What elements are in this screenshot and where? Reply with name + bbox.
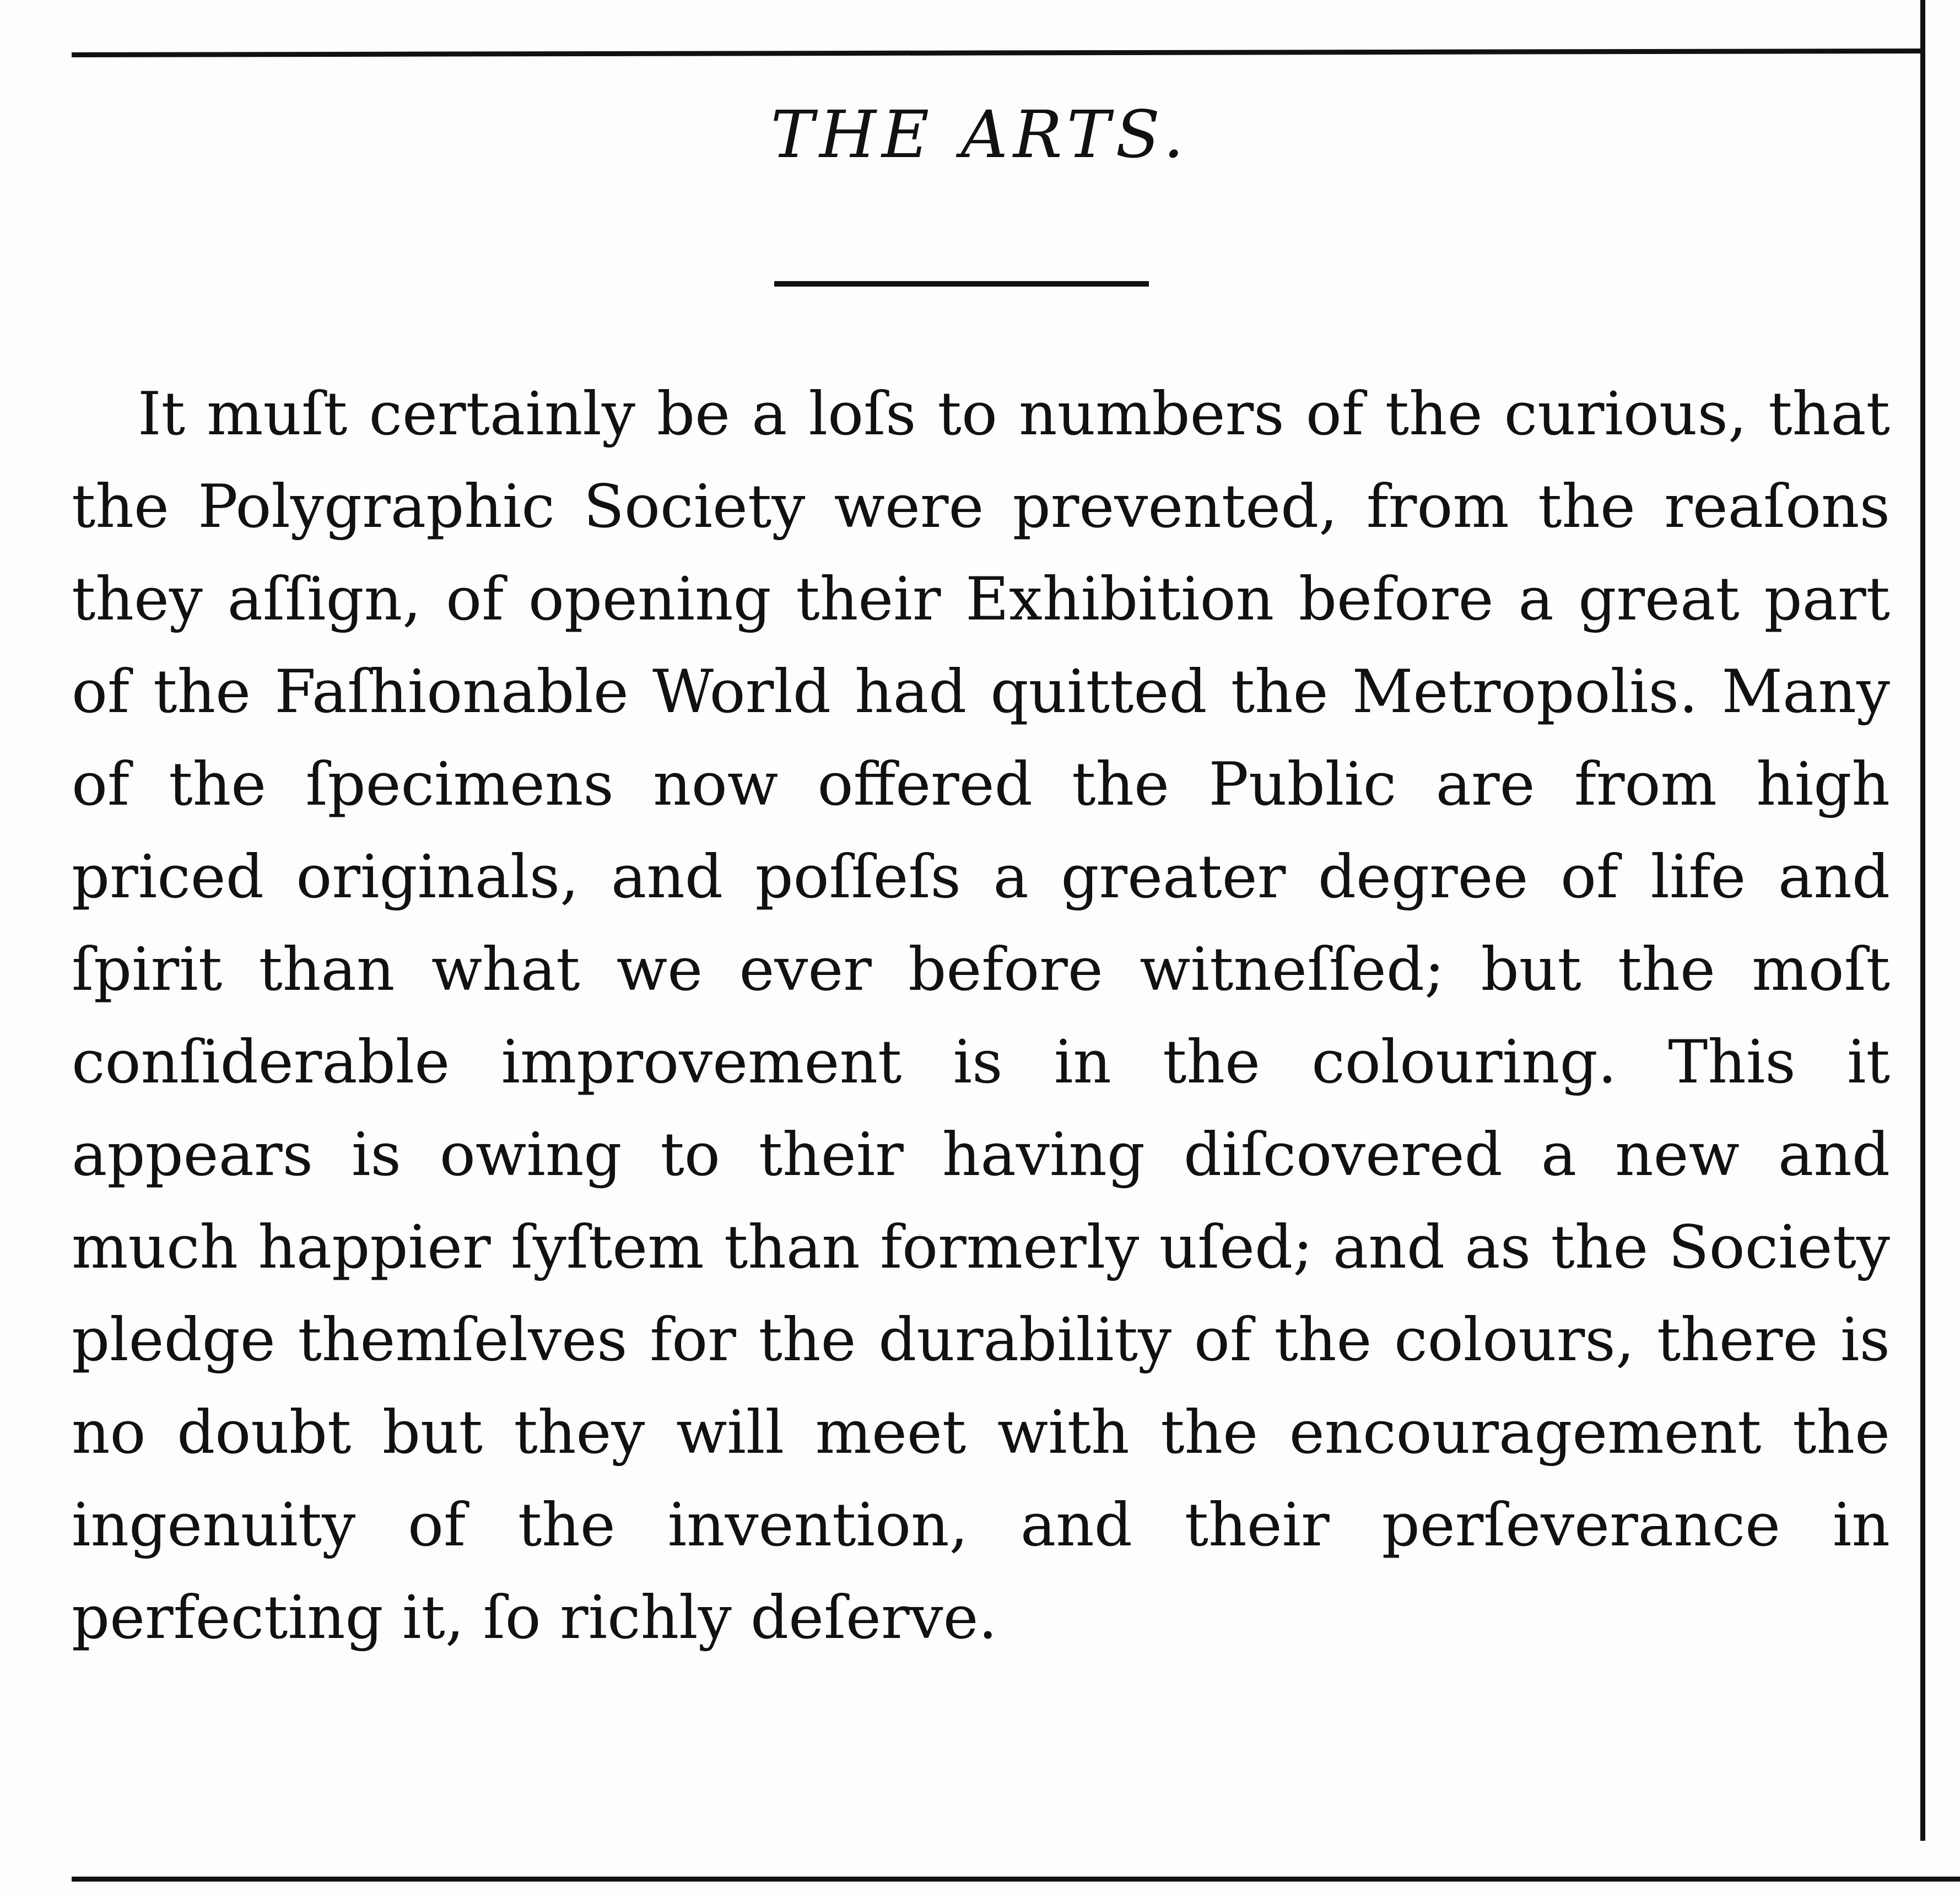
article-heading: THE ARTS.: [770, 96, 1190, 173]
article-body: [72, 368, 1890, 1664]
heading-rule: [774, 281, 1149, 287]
column-border: [1920, 0, 1925, 1841]
bottom-rule: [72, 1877, 1960, 1882]
top-rule: [72, 48, 1923, 57]
article-paragraph: It muſt certainly be a loſs to numbers of the curious, that the Polygraphic Society were prevented, from the reaſons they aſſign, of opening their Exhibition before a great part of the Faſhionable World had quitted the Metropolis. Many of the ſpecimens now offered the Public are from high priced originals, and poſſeſs a greater degree of life and ſpirit than what we ever before witneſſed; but the moſt conſiderable improvement is in the colouring. This it appears is owing to their having diſcovered a new and much happier ſyſtem than formerly uſed; and as the Society pledge themſelves for the durability of the colours, there is no doubt but they will meet with the encouragement the ingenuity of the invention, and their perſeverance in perfecting it, ſo richly deſerve.: [72, 380, 1890, 1652]
